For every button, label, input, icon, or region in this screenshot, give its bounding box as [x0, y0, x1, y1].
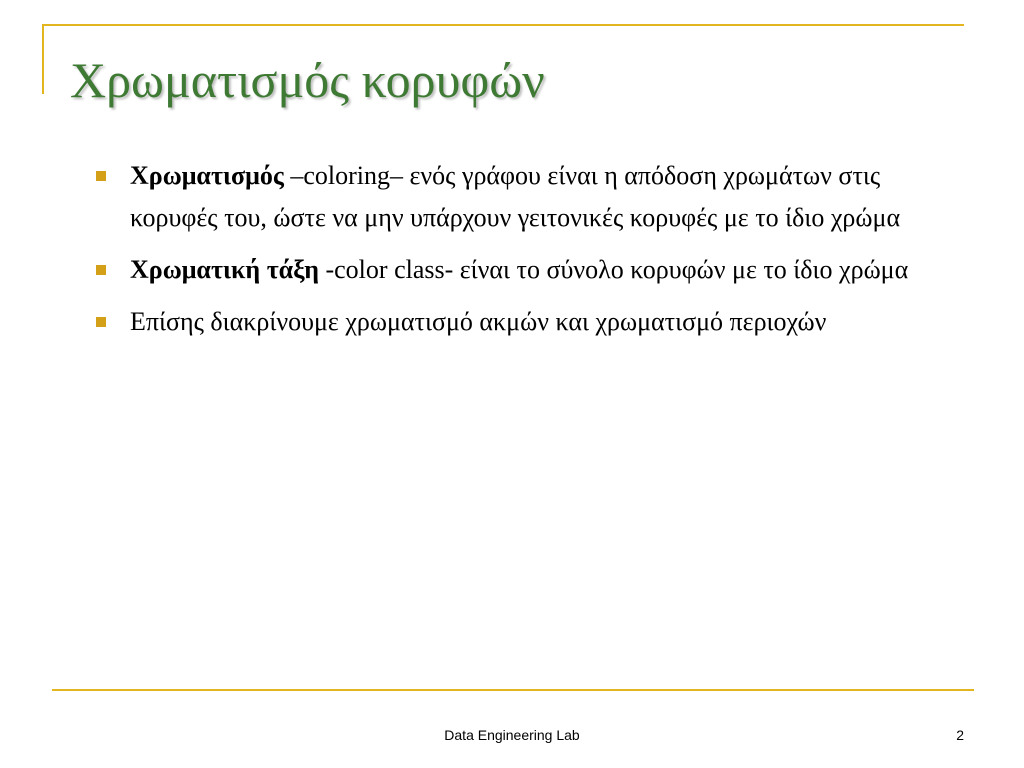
square-bullet-icon [96, 265, 106, 275]
bullet-text: Επίσης διακρίνουμε χρωματισμό ακμών και χρωματισμό περιοχών [130, 307, 827, 336]
page-number: 2 [956, 727, 964, 743]
frame-left-line [42, 24, 44, 94]
bullet-term: Χρωματική τάξη [130, 255, 319, 284]
bullet-term: Χρωματισμός [130, 161, 284, 190]
bullet-item-edge-region-coloring [96, 301, 956, 343]
frame-top-line [42, 24, 964, 26]
slide-title: Χρωματισμός κορυφών [70, 52, 545, 108]
footer-label: Data Engineering Lab [444, 727, 580, 743]
bullet-list [96, 155, 956, 353]
frame-bottom-line [52, 689, 974, 691]
bullet-text: –coloring– ενός γράφου είναι η απόδοση χρωμάτων στις κορυφές του, ώστε να μην υπάρχουν γειτονικές κορυφές με το ίδιο χρώμα [130, 161, 901, 232]
bullet-text: -color class- είναι το σύνολο κορυφών με το ίδιο χρώμα [318, 255, 909, 284]
square-bullet-icon [96, 317, 106, 327]
square-bullet-icon [96, 171, 106, 181]
bullet-item-color-class [96, 249, 956, 291]
bullet-item-coloring [96, 155, 956, 239]
